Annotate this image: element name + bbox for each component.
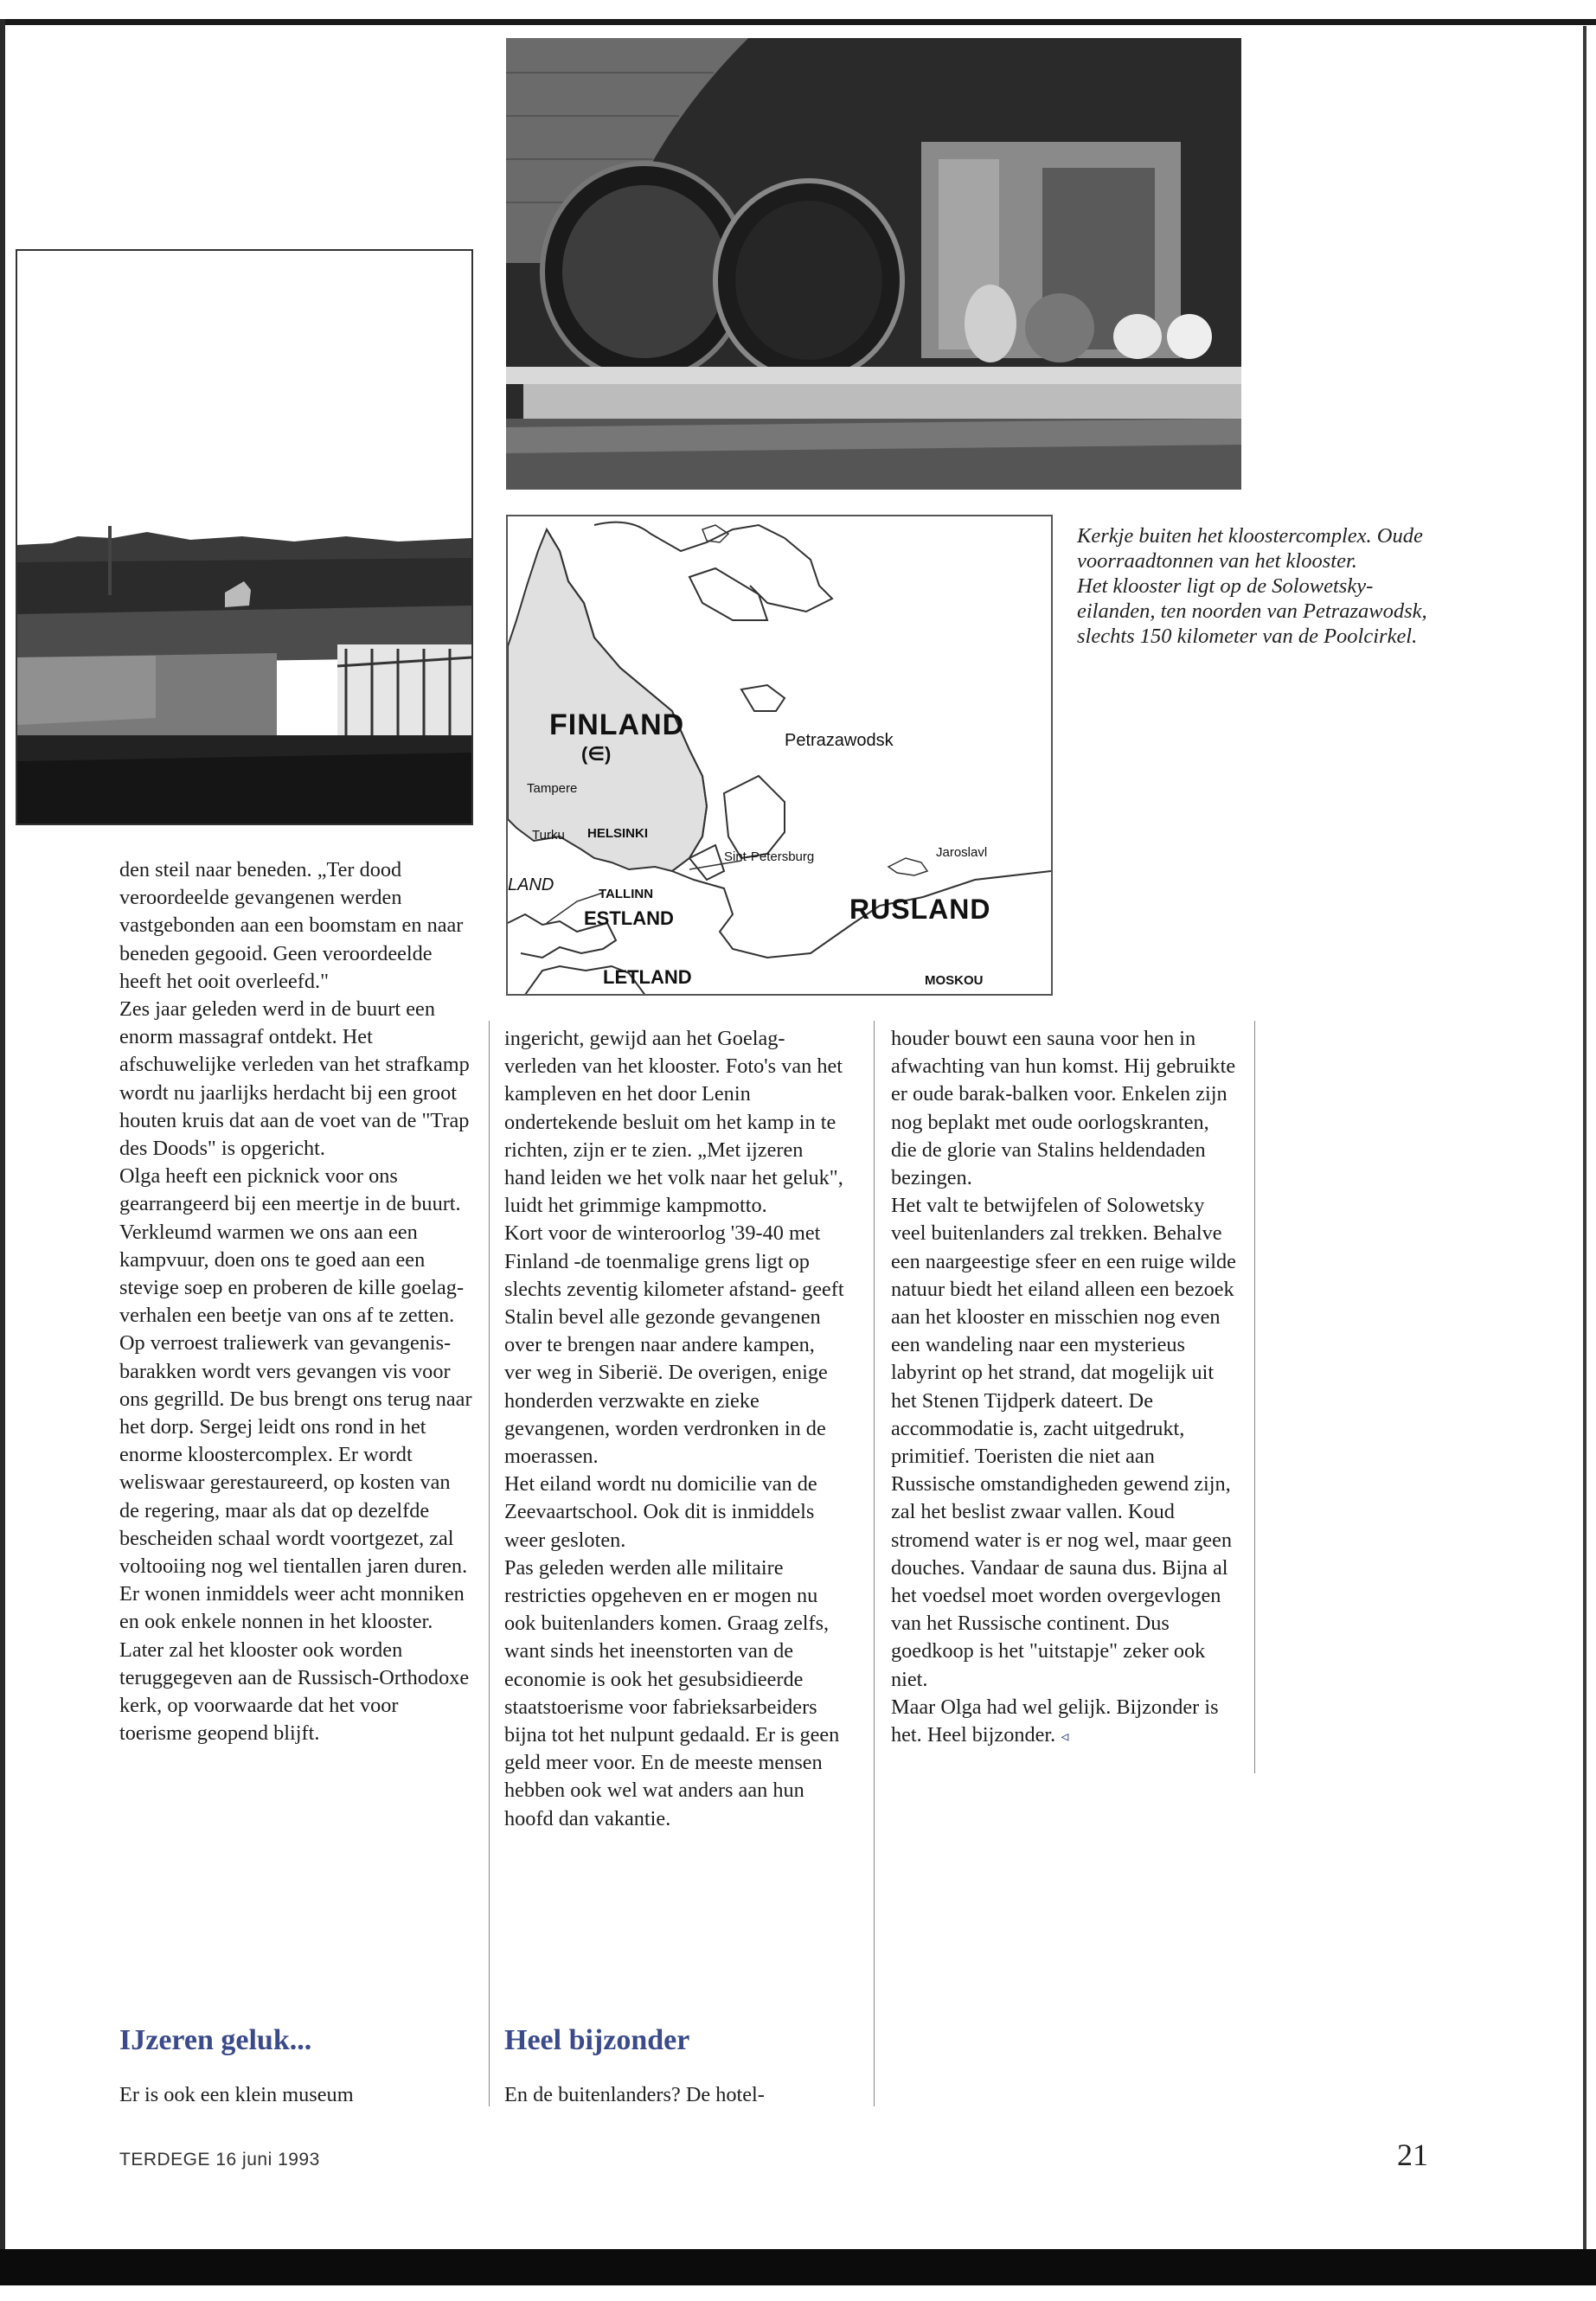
col2-continuation: En de buitenlanders? De hotel- [504,2083,765,2106]
map-label-helsinki: HELSINKI [587,826,649,841]
col3-final-text: Maar Olga had wel gelijk. Bijzonder is het. Heel bijzonder. [891,1695,1219,1747]
col1-continuation: Er is ook een klein museum [119,2083,354,2106]
map-label-petrazawodsk: Petrazawodsk [785,731,894,750]
col3-paragraph: houder bouwt een sauna voor hen in afwachting van hun komst. Hij gebruikte er oude barak-balken voor. Enkelen zijn nog beplakt met oude oorlogskranten, die de glorie van Stalins heldendaden bezingen. [891,1027,1236,1190]
footer-publication: TERDEGE 16 juni 1993 [119,2150,320,2170]
col1-paragraph: den steil naar beneden. „Ter dood veroordeelde gevangenen werden vastgebonden aan een boomstam en naar beneden gegooid. Geen veroordeelde heeft het ooit overleefd." [119,858,464,993]
top-border [0,19,1596,25]
map-label-estland: ESTLAND [584,907,674,929]
column-1 [119,856,474,1748]
column-3 [891,1025,1237,1750]
harbour-photo [16,249,473,825]
map-label-turku: Turku [532,828,565,843]
col2-paragraph: ingericht, gewijd aan het Goelag-verleden van het klooster. Foto's van het kampleven en het door Lenin ondertekende besluit om het kamp in te richten, zijn er te zien. „Met ijzeren hand leiden we het volk naar het geluk", luidt het grimmige kampmotto. [504,1027,843,1218]
right-scan-edge [1583,26,1586,2262]
column-2 [504,1025,846,1833]
map-label-rusland: RUSLAND [849,894,991,925]
column-divider [874,1021,875,2106]
bottom-scan-edge [0,2249,1596,2285]
map-label-jaroslavl: Jaroslavl [936,845,988,860]
caption-line-2: Het klooster ligt op de Solowetsky-eilanden, ten noorden van Petrazawodsk, slechts 150 kilometer van de Poolcirkel. [1077,574,1427,648]
map-label-finland-symbol: (∈) [581,743,612,765]
map-label-moskou: MOSKOU [925,973,984,988]
col3-paragraph [891,1694,1237,1750]
heading-heel-bijzonder: Heel bijzonder [504,2024,690,2056]
col2-paragraph: Het eiland wordt nu domicilie van de Zeevaartschool. Ook dit is inmiddels weer gesloten. [504,1472,817,1552]
column-divider [1254,1021,1255,1773]
map-label-letland: LETLAND [603,966,692,988]
page-number: 21 [1397,2138,1428,2172]
col1-paragraph: Op verroest traliewerk van gevangenis-barakken wordt vers gevangen vis voor ons gegrilld. De bus brengt ons terug naar het dorp. Sergej leidt ons rond in het enorme kloostercomplex. Er wordt weliswaar gerestaureerd, op kosten van de regering, maar als dat op dezelfde bescheiden schaal wordt voortgezet, zal voltooiing nog wel tientallen jaren duren. Er wonen inmiddels weer acht monniken en ook enkele nonnen in het klooster. Later zal het klooster ook worden teruggegeven aan de Russisch-Orthodoxe kerk, op voorwaarde dat het voor toerisme geopend blijft. [119,1331,472,1746]
left-scan-edge [0,19,5,2268]
map-label-finland: FINLAND [549,708,685,741]
col2-paragraph: Pas geleden werden alle militaire restricties opgeheven en er mogen nu ook buitenlanders komen. Graag zelfs, want sinds het ineenstorten van de economie is ook het gesubsidieerde staatstoerisme voor fabrieksarbeiders bijna tot het nulpunt gedaald. Er is geen geld meer voor. En de meeste mensen hebben ook wel wat anders aan hun hoofd dan vakantie. [504,1555,840,1830]
col2-paragraph: Kort voor de winteroorlog '39-40 met Finland -de toenmalige grens ligt op slechts zeventig kilometer afstand- geeft Stalin bevel alle gezonde gevangenen over te brengen naar andere kampen, ver weg in Siberië. De overigen, enige honderden verzwakte en zieke gevangenen, worden verdronken in de moerassen. [504,1221,844,1469]
column-divider [489,1021,490,2106]
map-label-land: LAND [508,875,554,894]
barrels-photo [506,38,1241,490]
heading-ijzeren-geluk: IJzeren geluk... [119,2024,312,2056]
col1-paragraph: Olga heeft een picknick voor ons gearrangeerd bij een meertje in de buurt. Verkleumd warmen we ons aan een kampvuur, doen ons te goed aan een stevige soep en proberen de kille goelag-verhalen een beetje van ons af te zetten. [119,1164,465,1328]
col3-paragraph: Het valt te betwijfelen of Solowetsky veel buitenlanders zal trekken. Behalve een naargeestige sfeer en een ruige wilde natuur biedt het eiland alleen een bezoek aan het klooster en misschien nog even een wandeling naar een mysterieus labyrint op het strand, dat mogelijk uit het Stenen Tijdperk dateert. De accommodatie is, zacht uitgedrukt, primitief. Toeristen die niet aan Russische omstandigheden gewend zijn, zal het beslist zwaar vallen. Koud stromend water is er nog wel, maar geen douches. Vandaar de sauna dus. Bijna al het voedsel moet worden overgevlogen van het Russische continent. Dus goedkoop is het "uitstapje" zeker ook niet. [891,1194,1236,1691]
map-label-tallinn: TALLINN [599,887,654,901]
photo-caption [1077,523,1432,649]
map-label-tampere: Tampere [527,781,578,796]
map-finland-russia [506,515,1053,996]
caption-line-1: Kerkje buiten het kloostercomplex. Oude voorraadtonnen van het klooster. [1077,524,1423,573]
end-mark-icon: ◃ [1061,1727,1069,1746]
map-label-sint-petersburg: Sint-Petersburg [724,849,815,864]
col1-paragraph: Zes jaar geleden werd in de buurt een enorm massagraf ontdekt. Het afschuwelijke verleden van het strafkamp wordt nu jaarlijks herdacht bij een groot houten kruis dat aan de voet van de "Trap des Doods" is opgericht. [119,997,470,1161]
